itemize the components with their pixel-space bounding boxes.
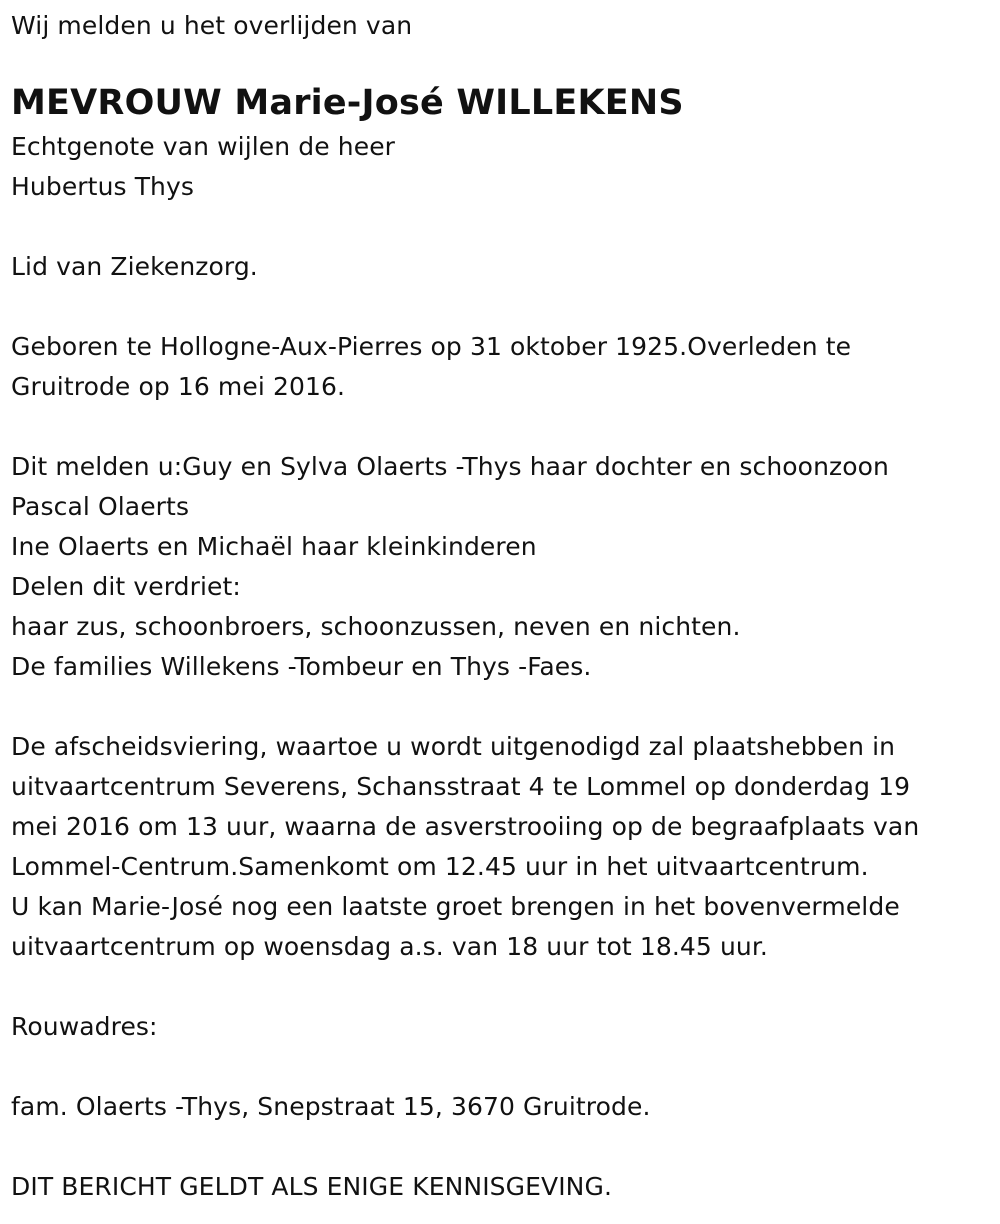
spouse-line: Hubertus Thys	[11, 172, 195, 201]
membership-text: Lid van Ziekenzorg.	[11, 252, 258, 281]
spacer	[11, 1127, 990, 1167]
ceremony-line: U kan Marie-José nog een laatste groet brengen in het bovenvermelde	[11, 892, 900, 921]
spouse-line: Echtgenote van wijlen de heer	[11, 132, 396, 161]
family-line: De families Willekens -Tombeur en Thys -Faes.	[11, 652, 592, 681]
spacer	[11, 207, 990, 247]
ceremony-line: Lommel-Centrum.Samenkomt om 12.45 uur in het uitvaartcentrum.	[11, 852, 869, 881]
address-label: Rouwadres:	[11, 1012, 158, 1041]
birth-death-line: Geboren te Hollogne-Aux-Pierres op 31 oktober 1925.Overleden te	[11, 332, 852, 361]
ceremony-section	[11, 727, 990, 967]
family-line: Ine Olaerts en Michaël haar kleinkinderen	[11, 532, 537, 561]
ceremony-line: uitvaartcentrum op woensdag a.s. van 18 uur tot 18.45 uur.	[11, 932, 768, 961]
family-line: Pascal Olaerts	[11, 492, 190, 521]
mourning-address: fam. Olaerts -Thys, Snepstraat 15, 3670 Gruitrode.	[11, 1092, 651, 1121]
intro-text: Wij melden u het overlijden van	[11, 11, 413, 40]
family-line: Delen dit verdriet:	[11, 572, 241, 601]
spacer	[11, 967, 990, 1007]
family-line: haar zus, schoonbroers, schoonzussen, neven en nichten.	[11, 612, 741, 641]
spacer	[11, 687, 990, 727]
family-section	[11, 447, 990, 687]
birth-death-line: Gruitrode op 16 mei 2016.	[11, 372, 346, 401]
spouse-section	[11, 127, 990, 207]
family-line: Dit melden u:Guy en Sylva Olaerts -Thys haar dochter en schoonzoon	[11, 452, 889, 481]
spacer	[11, 287, 990, 327]
spacer	[11, 1047, 990, 1087]
notice-footer: DIT BERICHT GELDT ALS ENIGE KENNISGEVING.	[11, 1172, 612, 1201]
ceremony-line: uitvaartcentrum Severens, Schansstraat 4 te Lommel op donderdag 19	[11, 772, 911, 801]
ceremony-line: mei 2016 om 13 uur, waarna de asverstrooiing op de begraafplaats van	[11, 812, 920, 841]
ceremony-line: De afscheidsviering, waartoe u wordt uitgenodigd zal plaatshebben in	[11, 732, 896, 761]
spacer	[11, 407, 990, 447]
birth-death-section	[11, 327, 990, 407]
deceased-name-title: MEVROUW Marie-José WILLEKENS	[11, 83, 684, 123]
